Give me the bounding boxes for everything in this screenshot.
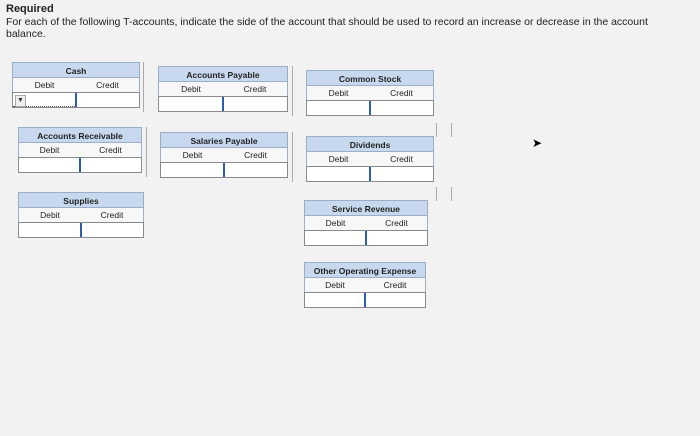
- credit-dropdown[interactable]: [369, 167, 433, 181]
- debit-dropdown[interactable]: [305, 231, 365, 245]
- debit-label: Debit: [325, 280, 345, 290]
- t-account-service-revenue: [304, 200, 428, 246]
- t-account-other-operating-expense: [304, 262, 426, 308]
- debit-label: Debit: [182, 150, 203, 160]
- t-account-salaries-payable: [160, 132, 288, 178]
- debit-dropdown[interactable]: [13, 93, 75, 107]
- t-account-title: Salaries Payable: [160, 132, 288, 148]
- debit-dropdown[interactable]: [159, 97, 222, 111]
- t-account-row: [304, 230, 428, 246]
- t-account-title: Common Stock: [306, 70, 434, 86]
- debit-label: Debit: [181, 84, 201, 94]
- debit-dropdown[interactable]: [307, 167, 369, 181]
- divider: [292, 66, 293, 116]
- credit-label: Credit: [390, 88, 413, 98]
- t-account-row: [18, 222, 144, 238]
- t-account-row: [160, 162, 288, 178]
- credit-label: Credit: [100, 210, 124, 220]
- t-account-supplies: [18, 192, 144, 238]
- t-account-accounts-payable: [158, 66, 288, 112]
- required-title: Required: [6, 3, 54, 15]
- debit-label: Debit: [325, 218, 346, 228]
- credit-dropdown[interactable]: [364, 293, 425, 307]
- t-account-row: [306, 166, 434, 182]
- t-account-title: Other Operating Expense: [304, 262, 426, 278]
- debit-dropdown[interactable]: [305, 293, 364, 307]
- t-account-row: [306, 100, 434, 116]
- dropdown-arrow-icon[interactable]: ▼: [15, 95, 26, 107]
- t-account-dividends: [306, 136, 434, 182]
- credit-dropdown[interactable]: [365, 231, 427, 245]
- credit-label: Credit: [385, 218, 408, 228]
- debit-dropdown[interactable]: [307, 101, 369, 115]
- divider: [292, 132, 293, 182]
- t-account-title: Dividends: [306, 136, 434, 152]
- debit-label: Debit: [34, 80, 55, 90]
- credit-label: Credit: [243, 84, 267, 94]
- credit-label: Credit: [390, 154, 413, 164]
- instructions-text: For each of the following T-accounts, indicate the side of the account that should be used to record an increase or decrease in the account balance.: [6, 16, 648, 40]
- divider: [146, 127, 147, 177]
- t-account-cash: [12, 62, 140, 108]
- credit-label: Credit: [96, 80, 119, 90]
- t-account-common-stock: [306, 70, 434, 116]
- debit-label: Debit: [328, 154, 349, 164]
- credit-dropdown[interactable]: [79, 158, 141, 172]
- mouse-cursor-icon: ➤: [532, 136, 543, 150]
- debit-dropdown[interactable]: [161, 163, 223, 177]
- t-account-accounts-receivable: [18, 127, 142, 173]
- credit-dropdown[interactable]: [369, 101, 433, 115]
- resize-grip-icon: [436, 187, 452, 201]
- credit-label: Credit: [244, 150, 267, 160]
- t-account-row: [12, 92, 140, 108]
- credit-dropdown[interactable]: [222, 97, 287, 111]
- t-account-row: [18, 157, 142, 173]
- t-account-title: Supplies: [18, 192, 144, 208]
- debit-label: Debit: [39, 145, 60, 155]
- credit-label: Credit: [383, 280, 407, 290]
- resize-grip-icon: [436, 123, 452, 137]
- debit-label: Debit: [40, 210, 60, 220]
- divider: [143, 62, 144, 112]
- debit-label: Debit: [328, 88, 349, 98]
- t-account-title: Cash: [12, 62, 140, 78]
- t-account-title: Accounts Payable: [158, 66, 288, 82]
- debit-dropdown[interactable]: [19, 223, 80, 237]
- t-account-row: [158, 96, 288, 112]
- credit-dropdown[interactable]: [80, 223, 143, 237]
- t-account-title: Accounts Receivable: [18, 127, 142, 143]
- instructions-header: [6, 3, 686, 40]
- t-account-row: [304, 292, 426, 308]
- credit-label: Credit: [99, 145, 122, 155]
- t-account-title: Service Revenue: [304, 200, 428, 216]
- debit-dropdown[interactable]: [19, 158, 79, 172]
- credit-dropdown[interactable]: [223, 163, 287, 177]
- credit-dropdown[interactable]: [75, 93, 139, 107]
